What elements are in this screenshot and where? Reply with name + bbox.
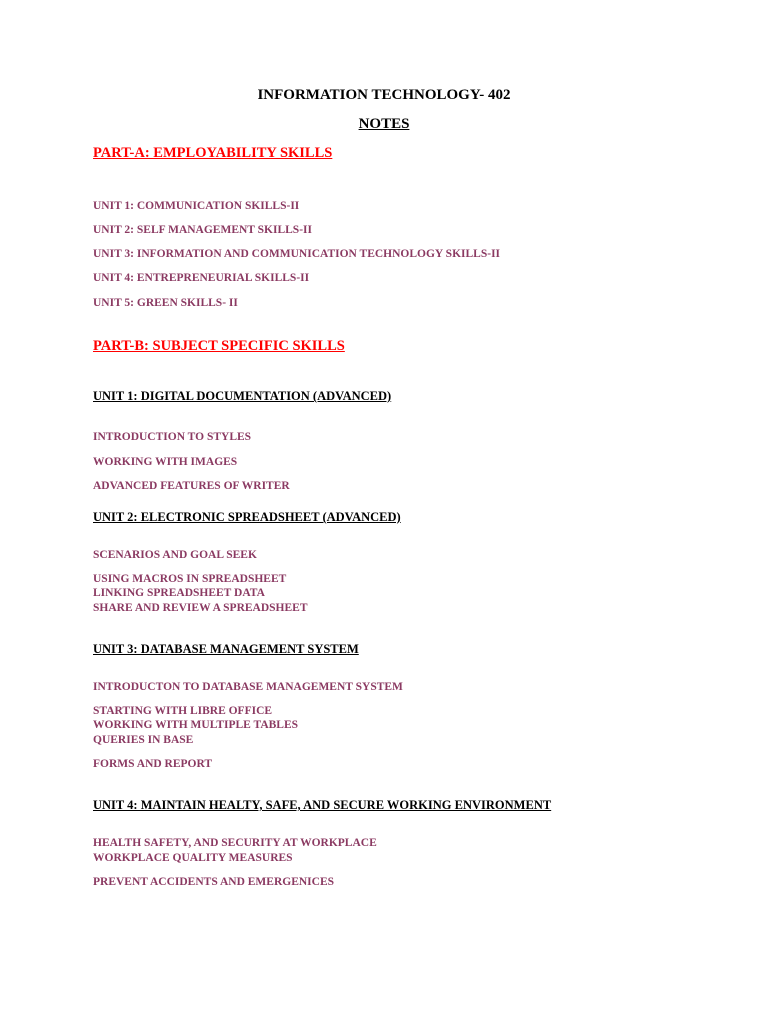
list-item: PREVENT ACCIDENTS AND EMERGENICES bbox=[93, 876, 335, 888]
list-item: SHARE AND REVIEW A SPREADSHEET bbox=[93, 602, 308, 614]
list-item: WORKING WITH IMAGES bbox=[93, 456, 238, 468]
list-item: SCENARIOS AND GOAL SEEK bbox=[93, 549, 257, 561]
list-item: WORKPLACE QUALITY MEASURES bbox=[93, 852, 293, 864]
list-item: FORMS AND REPORT bbox=[93, 758, 213, 770]
unit-heading: UNIT 4: MAINTAIN HEALTY, SAFE, AND SECURE WORKING ENVIRONMENT bbox=[93, 798, 552, 812]
unit-heading: UNIT 3: DATABASE MANAGEMENT SYSTEM bbox=[93, 642, 359, 656]
part-a-unit: UNIT 1: COMMUNICATION SKILLS-II bbox=[93, 200, 300, 212]
part-a-unit: UNIT 5: GREEN SKILLS- II bbox=[93, 297, 238, 309]
list-item: USING MACROS IN SPREADSHEET bbox=[93, 573, 287, 585]
list-item: INTRODUCTION TO STYLES bbox=[93, 431, 252, 443]
list-item: HEALTH SAFETY, AND SECURITY AT WORKPLACE bbox=[93, 837, 377, 849]
part-a-unit: UNIT 2: SELF MANAGEMENT SKILLS-II bbox=[93, 224, 312, 236]
part-a-heading: PART-A: EMPLOYABILITY SKILLS bbox=[93, 145, 333, 161]
list-item: INTRODUCTON TO DATABASE MANAGEMENT SYSTEM bbox=[93, 681, 403, 693]
part-a-unit: UNIT 3: INFORMATION AND COMMUNICATION TECHNOLOGY SKILLS-II bbox=[93, 248, 501, 260]
list-item: STARTING WITH LIBRE OFFICE bbox=[93, 705, 273, 717]
list-item: ADVANCED FEATURES OF WRITER bbox=[93, 480, 290, 492]
part-b-heading: PART-B: SUBJECT SPECIFIC SKILLS bbox=[93, 338, 345, 354]
document-title: INFORMATION TECHNOLOGY- 402 bbox=[257, 87, 511, 103]
list-item: QUERIES IN BASE bbox=[93, 734, 194, 746]
notes-heading: NOTES bbox=[358, 116, 410, 132]
list-item: LINKING SPREADSHEET DATA bbox=[93, 587, 265, 599]
part-a-unit: UNIT 4: ENTREPRENEURIAL SKILLS-II bbox=[93, 272, 310, 284]
list-item: WORKING WITH MULTIPLE TABLES bbox=[93, 719, 299, 731]
unit-heading: UNIT 1: DIGITAL DOCUMENTATION (ADVANCED) bbox=[93, 389, 392, 403]
unit-heading: UNIT 2: ELECTRONIC SPREADSHEET (ADVANCED) bbox=[93, 510, 401, 524]
